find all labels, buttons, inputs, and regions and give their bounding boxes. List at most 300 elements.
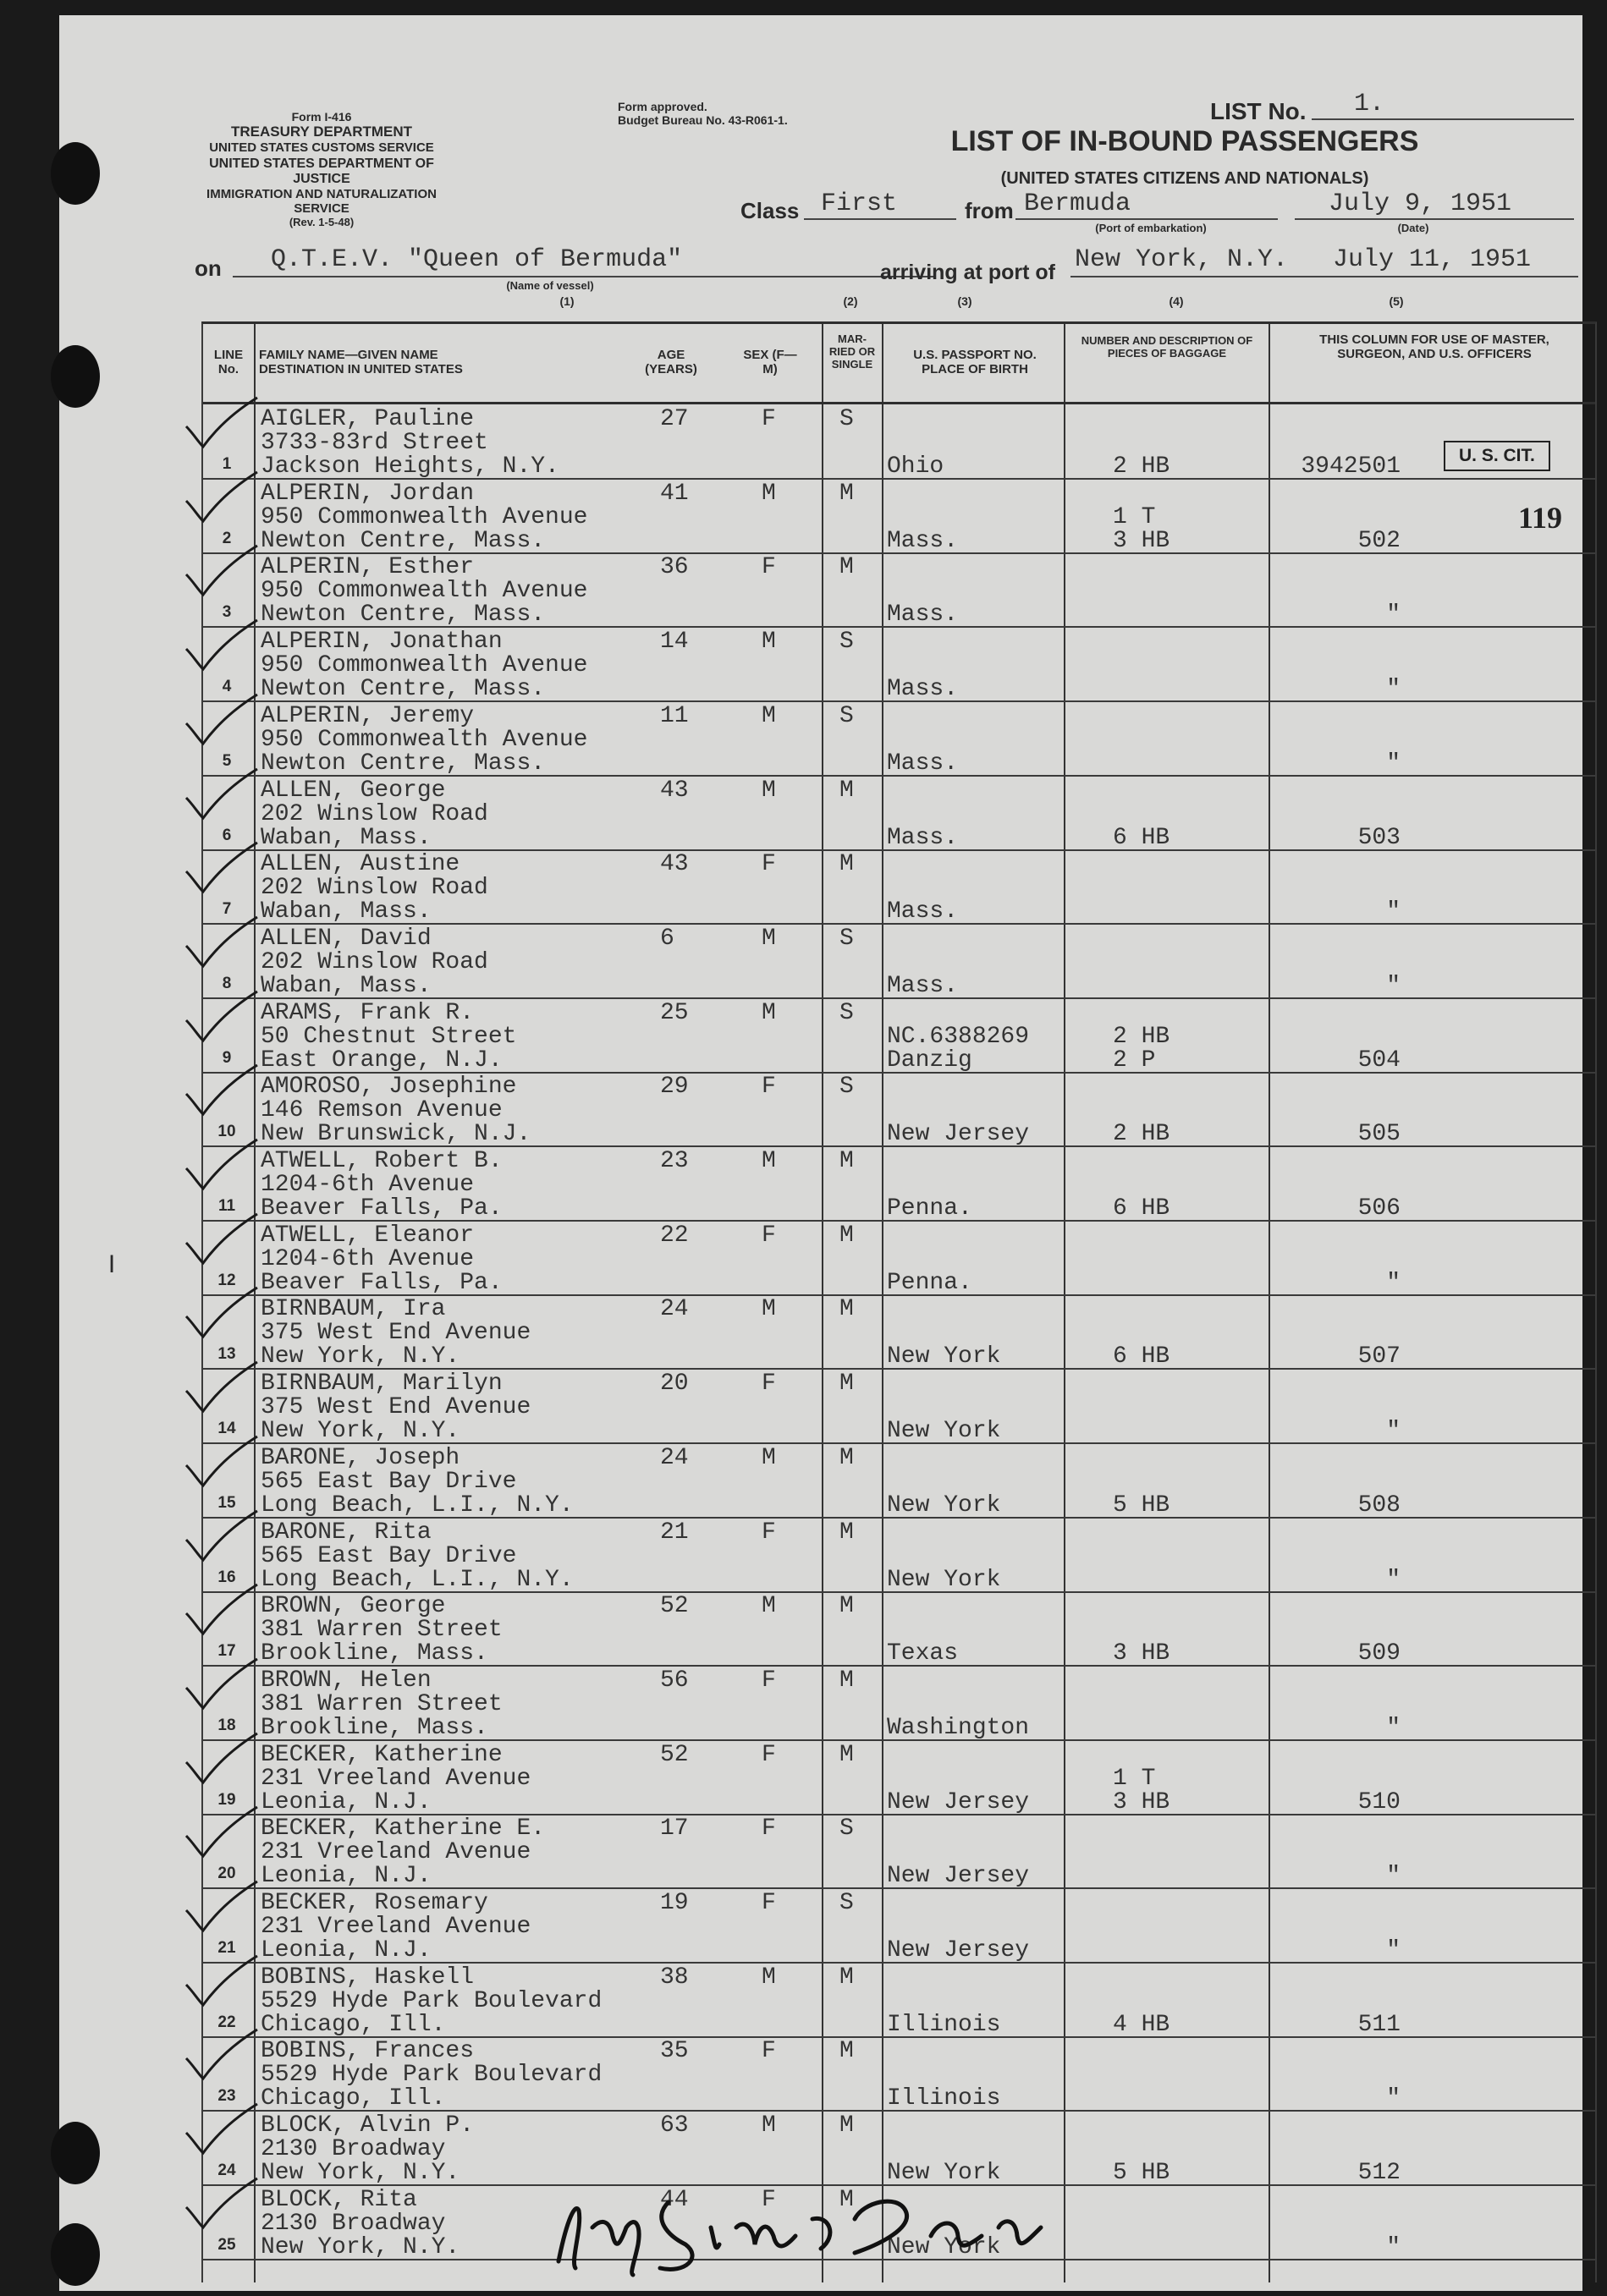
us-citizen-stamp: U. S. CIT. [1444,441,1550,471]
baggage-line-2: 3 HB [1113,527,1170,554]
passenger-name: BARONE, Joseph [261,1444,460,1471]
passenger-name: ALLEN, Austine [261,851,460,878]
passenger-city: Jackson Heights, N.Y. [261,453,559,480]
baggage-line-2: 2 P [1113,1046,1156,1074]
passenger-street: 2130 Broadway [261,2136,446,2163]
check-mark-icon [179,1804,260,1863]
check-mark-icon [179,691,260,750]
passenger-city: Newton Centre, Mass. [261,527,546,554]
passenger-street: 375 West End Avenue [261,1394,531,1421]
passenger-sex: F [762,1667,776,1694]
check-mark-icon [179,1508,260,1567]
check-mark-icon [179,1284,260,1343]
class-label: Class [740,198,800,223]
baggage-line-2: 3 HB [1113,1788,1170,1815]
passenger-age: 24 [660,1444,689,1471]
birth-place: Ohio [887,453,944,480]
passenger-street: 50 Chestnut Street [261,1023,517,1050]
customs-label: UNITED STATES CUSTOMS SERVICE [209,140,434,155]
check-mark-icon [179,1062,260,1121]
passenger-age: 22 [660,1222,689,1249]
line-number: 1 [222,455,232,473]
table-row [203,1888,1595,1964]
passenger-sex: F [762,851,776,878]
baggage-line-1: 2 HB [1113,1023,1170,1050]
passenger-name: BIRNBAUM, Marilyn [261,1370,503,1398]
line-number: 19 [217,1790,236,1809]
from-label: from [965,198,1014,223]
passenger-street: 202 Winslow Road [261,875,488,902]
departure-date: July 9, 1951 [1329,190,1512,218]
passenger-name: BOBINS, Frances [261,2038,475,2065]
table-row [203,849,1595,925]
col-number-1: (1) [559,294,575,308]
baggage-line-2: 6 HB [1113,1195,1170,1222]
col-header-age: AGE (YEARS) [645,348,697,376]
passenger-marital: S [839,925,854,952]
check-mark-icon [179,1136,260,1195]
binder-hole [51,142,100,205]
officer-number: 505 [1357,1121,1401,1148]
binder-hole [51,2122,100,2184]
officer-number: " [1386,1863,1401,1890]
officer-number: 511 [1357,2011,1401,2038]
passenger-city: East Orange, N.J. [261,1046,503,1074]
birth-place: Mass. [887,601,959,629]
passenger-name: ALPERIN, Jordan [261,480,475,507]
arrival-date: July 11, 1951 [1333,245,1532,274]
passenger-sex: M [762,777,776,804]
col-header-line: LINE No. [213,348,244,376]
list-no-value: 1. [1354,90,1385,118]
line-number: 23 [217,2087,236,2106]
officer-number: 512 [1357,2160,1401,2187]
passenger-city: Chicago, Ill. [261,2011,446,2038]
form-approved: Form approved. [618,100,707,113]
passenger-name: BLOCK, Rita [261,2186,417,2213]
table-row [203,1518,1595,1593]
passenger-sex: M [762,1593,776,1620]
page-title: LIST OF IN-BOUND PASSENGERS [950,125,1419,157]
vessel-line [233,276,935,277]
passenger-age: 44 [660,2186,689,2213]
passenger-name: BIRNBAUM, Ira [261,1296,446,1323]
passenger-age: 17 [660,1815,689,1843]
passenger-name: BLOCK, Alvin P. [261,2112,475,2139]
passenger-street: 5529 Hyde Park Boulevard [261,2062,603,2089]
officer-number: " [1386,1566,1401,1593]
passenger-marital: S [839,406,854,432]
passenger-city: Leonia, N.J. [261,1788,432,1815]
officer-number: " [1386,1269,1401,1296]
approval-block [618,100,872,127]
table-row [203,1146,1595,1222]
arriving-label: arriving at port of [880,261,1055,284]
col-header-sex: SEX (F—M) [743,348,797,376]
arrival-port: New York, N.Y. [1075,245,1289,274]
passenger-sex: F [762,1074,776,1101]
baggage-line-2: 5 HB [1113,2160,1170,2187]
passenger-age: 43 [660,777,689,804]
baggage-line-2: 3 HB [1113,1640,1170,1667]
arrival-line [1070,276,1578,277]
officer-number: " [1386,898,1401,926]
passenger-street: 1204-6th Avenue [261,1172,475,1198]
passenger-name: AIGLER, Pauline [261,406,475,432]
passenger-marital: M [839,480,854,507]
passenger-marital: M [839,1444,854,1471]
passenger-marital: M [839,2186,854,2213]
passenger-sex: F [762,1519,776,1546]
col-number-5: (5) [1389,294,1404,308]
side-mark: I [107,1250,116,1278]
line-number: 11 [217,1197,236,1215]
line-number: 22 [217,2013,236,2031]
check-mark-icon [179,1730,260,1789]
passenger-name: BECKER, Katherine [261,1741,503,1768]
passenger-age: 27 [660,406,689,432]
birth-place: Penna. [887,1269,972,1296]
line-number: 24 [217,2161,236,2180]
passenger-name: ARAMS, Frank R. [261,999,475,1026]
passenger-name: ATWELL, Robert B. [261,1148,503,1174]
table-row [203,1740,1595,1815]
check-mark-icon [179,469,260,528]
baggage-line-2: 4 HB [1113,2011,1170,2038]
table-row [203,552,1595,628]
passenger-city: New York, N.Y. [261,2233,460,2260]
baggage-line-2: 2 HB [1113,453,1170,480]
passenger-age: 20 [660,1370,689,1398]
passenger-marital: M [839,1296,854,1323]
passenger-city: New York, N.Y. [261,1418,460,1445]
line-number: 12 [217,1271,236,1289]
officer-number: 506 [1357,1195,1401,1222]
birth-place: New Jersey [887,1788,1030,1815]
passenger-sex: F [762,554,776,581]
justice-label: UNITED STATES DEPARTMENT OF JUSTICE [209,157,434,186]
table-row [203,1072,1595,1147]
passport-number: NC.6388269 [887,1023,1030,1050]
passenger-age: 14 [660,629,689,656]
passenger-street: 950 Commonwealth Avenue [261,726,588,753]
birth-place: New York [887,2160,1001,2187]
passenger-city: New York, N.Y. [261,1343,460,1370]
birth-place: Texas [887,1640,959,1667]
passenger-marital: M [839,1519,854,1546]
passenger-street: 381 Warren Street [261,1690,503,1717]
table-row [203,2036,1595,2112]
passenger-marital: M [839,2112,854,2139]
treasury-label: TREASURY DEPARTMENT [230,124,413,140]
officer-number: " [1386,2085,1401,2112]
check-mark-icon [179,988,260,1047]
birth-place: New Jersey [887,1121,1030,1148]
birth-place: New York [887,1343,1001,1370]
officer-number: " [1386,750,1401,777]
birth-place: Illinois [887,2011,1001,2038]
baggage-line-1: 1 T [1113,1765,1156,1792]
passenger-age: 43 [660,851,689,878]
form-agency-block [186,110,457,228]
passenger-street: 381 Warren Street [261,1617,503,1644]
list-no-line [1312,118,1574,120]
passenger-city: Beaver Falls, Pa. [261,1195,503,1222]
passenger-age: 23 [660,1148,689,1174]
inspector-signature [542,2168,1185,2278]
table-row [203,627,1595,702]
manifest-page [59,15,1582,2291]
line-number: 15 [217,1493,236,1512]
line-number: 6 [222,826,232,844]
passenger-street: 950 Commonwealth Avenue [261,652,588,679]
list-no-label: LIST No. [1210,98,1307,124]
birth-place: Mass. [887,676,959,703]
passenger-city: Long Beach, L.I., N.Y. [261,1491,574,1519]
passenger-name: ALPERIN, Jeremy [261,702,475,729]
birth-place: Danzig [887,1046,972,1074]
passenger-street: 146 Remson Avenue [261,1097,503,1124]
passenger-sex: M [762,1296,776,1323]
officer-number: " [1386,676,1401,703]
passenger-city: Brookline, Mass. [261,1714,488,1741]
passenger-age: 25 [660,999,689,1026]
passenger-age: 21 [660,1519,689,1546]
passenger-sex: F [762,2038,776,2065]
passenger-name: BROWN, Helen [261,1667,432,1694]
passenger-age: 11 [660,702,689,729]
baggage-line-1: 1 T [1113,503,1156,530]
passenger-age: 52 [660,1593,689,1620]
passenger-street: 950 Commonwealth Avenue [261,578,588,605]
officer-number: 509 [1357,1640,1401,1667]
passenger-marital: M [839,554,854,581]
table-row [203,1369,1595,1444]
line-number: 8 [222,974,232,992]
passenger-age: 19 [660,1890,689,1916]
passenger-city: Waban, Mass. [261,972,432,999]
col-header-name: FAMILY NAME—GIVEN NAME DESTINATION IN UNITED STATES [259,348,463,376]
table-row [203,924,1595,999]
col-number-4: (4) [1169,294,1184,308]
passenger-name: BECKER, Katherine E. [261,1815,546,1843]
port-note: (Port of embarkation) [1095,222,1207,234]
passenger-street: 565 East Bay Drive [261,1468,517,1495]
passenger-age: 24 [660,1296,689,1323]
birth-place: Illinois [887,2085,1001,2112]
passenger-sex: F [762,1815,776,1843]
birth-place: Mass. [887,750,959,777]
passenger-street: 202 Winslow Road [261,800,488,827]
birth-place: New Jersey [887,1937,1030,1964]
line-number: 3 [222,603,232,622]
officer-number: 510 [1357,1788,1401,1815]
page-subtitle: (UNITED STATES CITIZENS AND NATIONALS) [1000,169,1369,188]
table-row [203,1443,1595,1519]
check-mark-icon [179,2175,260,2234]
passenger-sex: M [762,702,776,729]
passenger-name: ALLEN, George [261,777,446,804]
date-note: (Date) [1397,222,1429,234]
line-number: 4 [222,678,232,696]
passenger-city: Waban, Mass. [261,898,432,926]
line-number: 25 [217,2235,236,2254]
table-row [203,1591,1595,1667]
officer-number: " [1386,1714,1401,1741]
line-number: 18 [217,1716,236,1734]
line-number: 9 [222,1048,232,1067]
passenger-marital: M [839,1667,854,1694]
passenger-street: 5529 Hyde Park Boulevard [261,1987,603,2014]
check-mark-icon [179,1433,260,1492]
passenger-name: BECKER, Rosemary [261,1890,488,1916]
ins-label: IMMIGRATION AND NATURALIZATION SERVICE [206,187,437,216]
birth-place: Mass. [887,972,959,999]
passenger-name: BROWN, George [261,1593,446,1620]
officer-number: 507 [1357,1343,1401,1370]
line-number: 13 [217,1345,236,1364]
check-mark-icon [179,2026,260,2085]
check-mark-icon [179,1359,260,1418]
on-label: on [195,255,222,281]
birth-place: New York [887,1491,1001,1519]
line-number: 20 [217,1865,236,1883]
passenger-age: 41 [660,480,689,507]
passenger-name: BARONE, Rita [261,1519,432,1546]
passenger-city: Newton Centre, Mass. [261,601,546,629]
passenger-city: Beaver Falls, Pa. [261,1269,503,1296]
passenger-age: 35 [660,2038,689,2065]
passenger-age: 6 [660,925,674,952]
check-mark-icon [179,542,260,601]
passenger-marital: M [839,1964,854,1991]
passenger-name: ALPERIN, Jonathan [261,629,503,656]
passenger-marital: M [839,777,854,804]
passenger-street: 565 East Bay Drive [261,1542,517,1569]
passenger-marital: M [839,851,854,878]
birth-place: Washington [887,1714,1030,1741]
passenger-city: Newton Centre, Mass. [261,750,546,777]
passenger-age: 38 [660,1964,689,1991]
passenger-sex: M [762,1148,776,1174]
table-row [203,1221,1595,1296]
table-row [203,1666,1595,1741]
birth-place: Penna. [887,1195,972,1222]
passenger-marital: S [839,1890,854,1916]
col-header-baggage: NUMBER AND DESCRIPTION OF PIECES OF BAGGAGE [1081,334,1253,360]
passenger-marital: M [839,1222,854,1249]
class-value: First [821,190,898,218]
passenger-city: New York, N.Y. [261,2160,460,2187]
passenger-age: 29 [660,1074,689,1101]
birth-place: Mass. [887,898,959,926]
birth-place: Mass. [887,824,959,851]
officer-number: " [1386,601,1401,629]
date-line [1295,218,1574,220]
line-number: 10 [217,1123,236,1141]
passenger-sex: M [762,629,776,656]
passenger-name: ALPERIN, Esther [261,554,475,581]
officer-number: 503 [1357,824,1401,851]
col-number-2: (2) [843,294,858,308]
check-mark-icon [179,1656,260,1715]
passenger-city: Brookline, Mass. [261,1640,488,1667]
passenger-street: 2130 Broadway [261,2210,446,2237]
table-row [203,1294,1595,1370]
vessel-note: (Name of vessel) [506,279,594,292]
line-number: 14 [217,1420,236,1438]
passenger-sex: F [762,2186,776,2213]
check-mark-icon [179,1211,260,1270]
passenger-sex: M [762,1964,776,1991]
line-number: 7 [222,900,232,919]
passenger-age: 52 [660,1741,689,1768]
passenger-street: 202 Winslow Road [261,948,488,975]
passenger-street: 375 West End Avenue [261,1320,531,1347]
officer-number: " [1386,2233,1401,2260]
baggage-line-2: 6 HB [1113,1343,1170,1370]
birth-place: Mass. [887,527,959,554]
table-row [203,998,1595,1074]
table-row [203,701,1595,777]
table-row [203,1963,1595,2038]
table-row [203,479,1595,554]
birth-place: New York [887,2233,1001,2260]
passenger-sex: M [762,2112,776,2139]
passenger-marital: S [839,629,854,656]
passenger-city: Leonia, N.J. [261,1937,432,1964]
passenger-city: Long Beach, L.I., N.Y. [261,1566,574,1593]
passenger-sex: F [762,1370,776,1398]
budget-bureau: Budget Bureau No. 43-R061-1. [618,113,788,127]
passenger-city: Chicago, Ill. [261,2085,446,2112]
baggage-line-2: 5 HB [1113,1491,1170,1519]
officer-number: " [1386,1937,1401,1964]
check-mark-icon [179,617,260,676]
col-number-3: (3) [957,294,972,308]
passenger-name: BOBINS, Haskell [261,1964,475,1991]
line-number: 17 [217,1642,236,1661]
binder-hole [51,345,100,408]
birth-place: New Jersey [887,1863,1030,1890]
passenger-marital: S [839,702,854,729]
passenger-marital: M [839,1148,854,1174]
passenger-marital: M [839,1370,854,1398]
revision-label: (Rev. 1-5-48) [289,216,355,228]
passenger-age: 36 [660,554,689,581]
col-header-married: MAR-RIED OR SINGLE [828,332,876,371]
passenger-city: Leonia, N.J. [261,1863,432,1890]
table-row [203,1814,1595,1889]
form-number: Form I-416 [291,110,352,124]
passenger-name: AMOROSO, Josephine [261,1074,517,1101]
check-mark-icon [179,1878,260,1937]
passenger-sex: F [762,406,776,432]
check-mark-icon [179,1953,260,2012]
passenger-marital: S [839,999,854,1026]
passenger-sex: M [762,1444,776,1471]
passenger-name: ATWELL, Eleanor [261,1222,475,1249]
passenger-marital: M [839,2038,854,2065]
check-mark-icon [179,766,260,825]
line-number: 5 [222,751,232,770]
baggage-line-2: 6 HB [1113,824,1170,851]
passenger-marital: M [839,1593,854,1620]
passenger-sex: M [762,925,776,952]
officer-number: 504 [1357,1046,1401,1074]
passenger-name: ALLEN, David [261,925,432,952]
officer-number: " [1386,972,1401,999]
